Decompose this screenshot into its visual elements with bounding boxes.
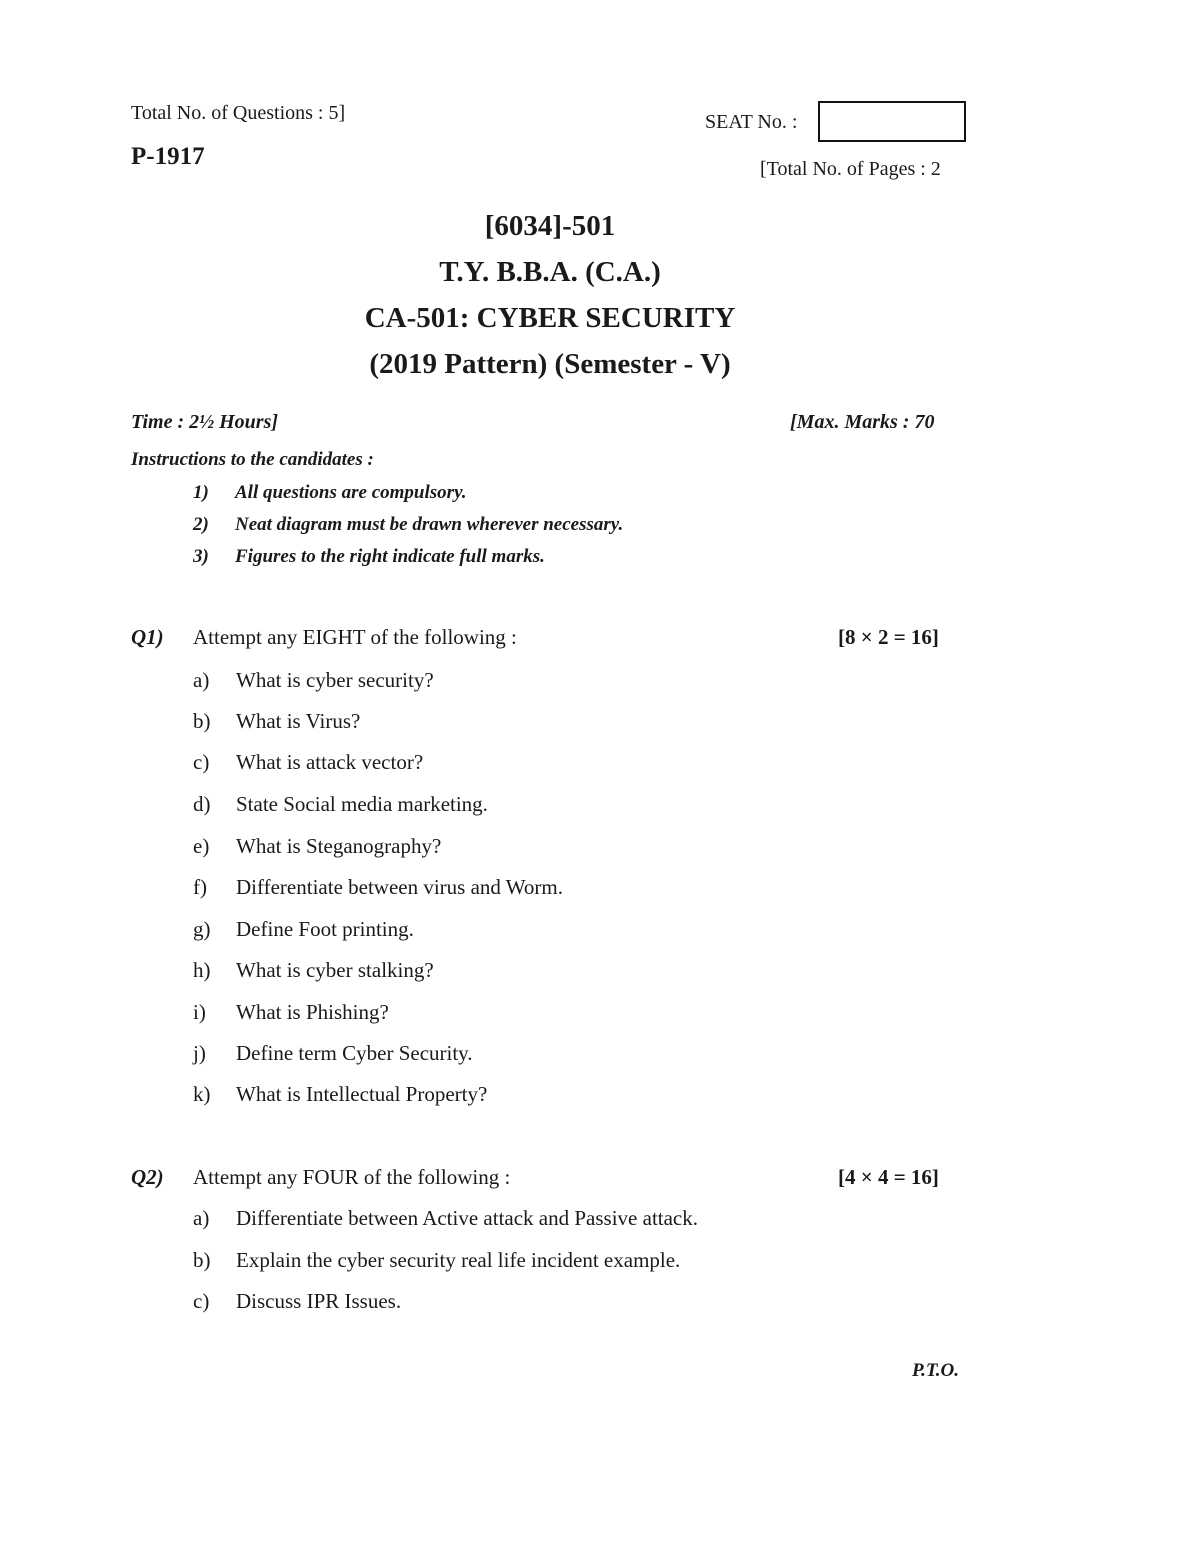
item-letter: k) xyxy=(193,1082,211,1106)
item-text: What is Phishing? xyxy=(236,1000,389,1024)
pto-label: P.T.O. xyxy=(912,1360,959,1381)
instruction-text: Neat diagram must be drawn wherever necessary. xyxy=(235,514,624,535)
question-marks: [4 × 4 = 16] xyxy=(838,1165,939,1189)
item-letter: b) xyxy=(193,1248,211,1272)
total-pages: [Total No. of Pages : 2 xyxy=(760,158,941,180)
item-text: Define term Cyber Security. xyxy=(236,1041,473,1065)
question-prompt: Attempt any EIGHT of the following : xyxy=(193,625,517,649)
item-text: What is attack vector? xyxy=(236,750,424,774)
item-text: Define Foot printing. xyxy=(236,917,414,941)
item-text: Explain the cyber security real life incident example. xyxy=(236,1248,681,1272)
pattern-title: (2019 Pattern) (Semester - V) xyxy=(369,348,731,380)
question-marks: [8 × 2 = 16] xyxy=(838,625,939,649)
seat-label: SEAT No. : xyxy=(705,111,798,133)
item-letter: c) xyxy=(193,1289,210,1313)
item-letter: j) xyxy=(193,1041,206,1065)
question-label: Q1) xyxy=(131,625,164,649)
item-text: Differentiate between Active attack and Passive attack. xyxy=(236,1206,698,1230)
item-text: What is Intellectual Property? xyxy=(236,1082,488,1106)
item-text: What is cyber security? xyxy=(236,668,434,692)
item-text: What is Steganography? xyxy=(236,834,442,858)
item-text: What is Virus? xyxy=(236,709,361,733)
item-letter: a) xyxy=(193,1206,210,1230)
max-marks: [Max. Marks : 70 xyxy=(790,411,935,433)
item-letter: h) xyxy=(193,958,211,982)
course-title: T.Y. B.B.A. (C.A.) xyxy=(439,256,661,288)
total-questions: Total No. of Questions : 5] xyxy=(131,102,346,124)
item-letter: g) xyxy=(193,917,211,941)
instruction-number: 3) xyxy=(193,546,209,567)
instruction-text: Figures to the right indicate full marks. xyxy=(235,546,545,567)
exam-code: [6034]-501 xyxy=(484,210,616,242)
item-text: Discuss IPR Issues. xyxy=(236,1289,402,1313)
item-letter: c) xyxy=(193,750,210,774)
item-letter: b) xyxy=(193,709,211,733)
instruction-text: All questions are compulsory. xyxy=(235,482,467,503)
question-label: Q2) xyxy=(131,1165,164,1189)
item-letter: d) xyxy=(193,792,211,816)
item-letter: a) xyxy=(193,668,210,692)
subject-title: CA-501: CYBER SECURITY xyxy=(364,302,736,334)
item-letter: i) xyxy=(193,1000,206,1024)
item-text: What is cyber stalking? xyxy=(236,958,434,982)
time-info: Time : 2½ Hours] xyxy=(131,411,279,433)
item-letter: e) xyxy=(193,834,210,858)
item-text: Differentiate between virus and Worm. xyxy=(236,875,564,899)
instruction-number: 2) xyxy=(193,514,209,535)
item-text: State Social media marketing. xyxy=(236,792,488,816)
seat-number-box[interactable] xyxy=(818,101,966,142)
item-letter: f) xyxy=(193,875,207,899)
question-prompt: Attempt any FOUR of the following : xyxy=(193,1165,511,1189)
instructions-heading: Instructions to the candidates : xyxy=(131,449,374,470)
paper-code: P-1917 xyxy=(131,143,205,170)
instruction-number: 1) xyxy=(193,482,209,503)
